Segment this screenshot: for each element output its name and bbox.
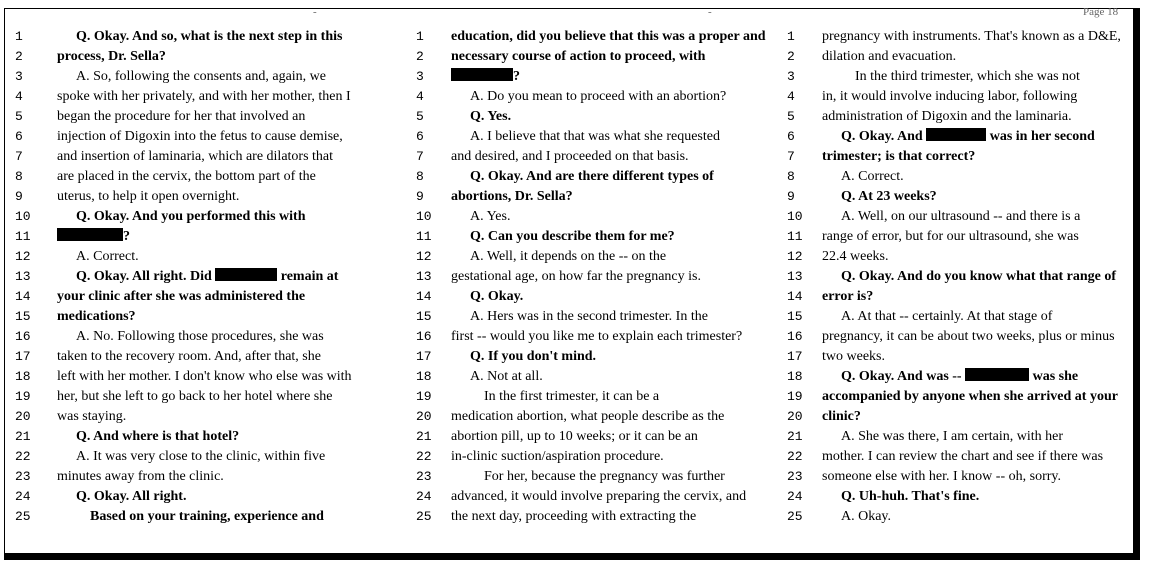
line-text [76, 427, 239, 447]
line-text [76, 67, 326, 87]
line-text [57, 127, 343, 147]
line-text [57, 87, 351, 107]
text-segment: A. I believe that that was what she requested [470, 129, 720, 144]
line-number: 8 [416, 169, 424, 184]
line-number: 11 [416, 229, 432, 244]
line-number: 17 [15, 349, 31, 364]
text-segment: Q. Okay. And you performed this with [76, 209, 306, 224]
line-number: 1 [416, 29, 424, 44]
line-text [57, 227, 130, 247]
line-number: 18 [416, 369, 432, 384]
text-segment: Q. Okay. And so, what is the next step in this [76, 29, 343, 44]
line-text [57, 107, 305, 127]
line-text [822, 87, 1077, 107]
line-text [470, 87, 726, 107]
line-text [841, 367, 1078, 387]
line-text [76, 327, 324, 347]
line-text [470, 107, 511, 127]
line-text [841, 167, 904, 187]
text-segment: taken to the recovery room. And, after that, she [57, 349, 321, 364]
line-number: 23 [416, 469, 432, 484]
text-segment: trimester; is that correct? [822, 149, 976, 164]
line-text [841, 507, 891, 527]
line-text [484, 387, 659, 407]
line-number: 15 [416, 309, 432, 324]
text-segment: range of error, but for our ultrasound, she was [822, 229, 1079, 244]
text-segment: ? [513, 69, 520, 84]
line-text [76, 247, 139, 267]
line-number: 23 [787, 469, 803, 484]
line-number: 9 [416, 189, 424, 204]
line-text [90, 507, 324, 527]
line-text [76, 207, 305, 227]
line-number: 6 [15, 129, 23, 144]
line-number: 7 [416, 149, 424, 164]
line-number: 16 [787, 329, 803, 344]
text-segment: left with her mother. I don't know who else was with [57, 369, 352, 384]
redaction-block [965, 368, 1029, 381]
line-number: 2 [416, 49, 424, 64]
line-number: 22 [416, 449, 432, 464]
line-number: 24 [416, 489, 432, 504]
redaction-block [926, 128, 986, 141]
text-segment: your clinic after she was administered the [57, 289, 306, 304]
line-text [451, 327, 742, 347]
text-segment: ? [123, 229, 130, 244]
line-number: 19 [787, 389, 803, 404]
line-text [822, 227, 1079, 247]
text-segment: was in her second [986, 129, 1095, 144]
line-number: 18 [787, 369, 803, 384]
line-number: 25 [15, 509, 31, 524]
line-number: 10 [787, 209, 803, 224]
line-number: 7 [15, 149, 23, 164]
line-number: 11 [15, 229, 31, 244]
line-text [57, 167, 316, 187]
line-number: 21 [15, 429, 31, 444]
text-segment: error is? [822, 289, 874, 304]
text-segment: are placed in the cervix, the bottom part of the [57, 169, 316, 184]
line-number: 25 [416, 509, 432, 524]
text-segment: abortion pill, up to 10 weeks; or it can be an [451, 429, 698, 444]
text-segment: administration of Digoxin and the laminaria. [822, 109, 1072, 124]
text-segment: Q. Okay. All right. Did [76, 269, 216, 284]
line-text [484, 467, 725, 487]
line-number: 21 [416, 429, 432, 444]
line-text [76, 267, 338, 287]
text-segment: Q. Okay. And are there different types of [470, 169, 714, 184]
text-segment: someone else with her. I know -- oh, sorry. [822, 469, 1061, 484]
line-number: 3 [787, 69, 795, 84]
line-number: 5 [15, 109, 23, 124]
line-number: 15 [787, 309, 803, 324]
text-segment: For her, because the pregnancy was further [484, 469, 725, 484]
line-number: 17 [416, 349, 432, 364]
line-text [822, 347, 885, 367]
redaction-block [57, 228, 123, 241]
text-segment: spoke with her privately, and with her mother, then I [57, 89, 351, 104]
text-segment: Q. Can you describe them for me? [470, 229, 675, 244]
text-segment: Q. Okay. [470, 289, 524, 304]
line-text [57, 407, 126, 427]
line-text [822, 287, 873, 307]
line-text [822, 447, 1103, 467]
line-text [822, 387, 1118, 407]
text-segment: In the third trimester, which she was not [855, 69, 1080, 84]
line-number: 16 [416, 329, 432, 344]
line-number: 19 [416, 389, 432, 404]
text-segment: A. Correct. [76, 249, 139, 264]
text-segment: Q. Okay. All right. [76, 489, 187, 504]
line-number: 3 [15, 69, 23, 84]
line-text [451, 487, 746, 507]
text-segment: minutes away from the clinic. [57, 469, 224, 484]
text-segment: In the first trimester, it can be a [484, 389, 660, 404]
text-segment: Q. Okay. And do you know what that range of [841, 269, 1117, 284]
text-segment: A. No. Following those procedures, she was [76, 329, 324, 344]
line-number: 1 [15, 29, 23, 44]
text-segment: and desired, and I proceeded on that basis. [451, 149, 689, 164]
line-text [822, 327, 1115, 347]
text-segment: medications? [57, 309, 136, 324]
line-number: 9 [15, 189, 23, 204]
line-text [57, 187, 239, 207]
line-text [57, 307, 136, 327]
text-segment: was she [1029, 369, 1079, 384]
text-segment: Q. Uh-huh. That's fine. [841, 489, 980, 504]
line-number: 2 [787, 49, 795, 64]
text-segment: A. Hers was in the second trimester. In the [470, 309, 708, 324]
line-text [451, 507, 696, 527]
line-text [57, 367, 352, 387]
text-segment: process, Dr. Sella? [57, 49, 166, 64]
text-segment: and insertion of laminaria, which are dilators that [57, 149, 334, 164]
text-segment: medication abortion, what people describe as the [451, 409, 725, 424]
line-text [451, 267, 701, 287]
text-segment: necessary course of action to proceed, with [451, 49, 706, 64]
line-text [822, 247, 889, 267]
line-number: 4 [15, 89, 23, 104]
line-number: 13 [787, 269, 803, 284]
line-number: 6 [787, 129, 795, 144]
line-text [470, 347, 596, 367]
line-text [841, 307, 1052, 327]
text-segment: uterus, to help it open overnight. [57, 189, 240, 204]
header-fragment: - [708, 6, 712, 18]
text-segment: Q. Okay. And was -- [841, 369, 966, 384]
line-number: 5 [787, 109, 795, 124]
line-number: 5 [416, 109, 424, 124]
line-number: 19 [15, 389, 31, 404]
line-number: 2 [15, 49, 23, 64]
line-number: 20 [787, 409, 803, 424]
line-number: 22 [15, 449, 31, 464]
text-segment: the next day, proceeding with extracting the [451, 509, 697, 524]
line-text [841, 207, 1080, 227]
text-segment: A. It was very close to the clinic, within five [76, 449, 326, 464]
text-segment: Q. Okay. And [841, 129, 927, 144]
line-number: 6 [416, 129, 424, 144]
text-segment: advanced, it would involve preparing the cervix, and [451, 489, 747, 504]
text-segment: education, did you believe that this was a proper and [451, 29, 766, 44]
line-number: 13 [15, 269, 31, 284]
line-text [822, 147, 975, 167]
line-text [451, 407, 724, 427]
line-text [841, 487, 979, 507]
line-text [470, 167, 714, 187]
text-segment: remain at [277, 269, 339, 284]
line-number: 20 [416, 409, 432, 424]
line-number: 14 [15, 289, 31, 304]
line-number: 17 [787, 349, 803, 364]
line-text [451, 447, 664, 467]
text-segment: A. Not at all. [470, 369, 543, 384]
line-number: 12 [787, 249, 803, 264]
line-text [451, 427, 698, 447]
line-text [76, 27, 342, 47]
text-segment: abortions, Dr. Sella? [451, 189, 573, 204]
line-text [76, 487, 186, 507]
line-number: 22 [787, 449, 803, 464]
line-number: 21 [787, 429, 803, 444]
line-number: 24 [787, 489, 803, 504]
line-text [451, 27, 766, 47]
text-segment: A. Okay. [841, 509, 892, 524]
text-segment: A. She was there, I am certain, with her [841, 429, 1063, 444]
line-text [470, 207, 510, 227]
line-text [57, 387, 332, 407]
line-text [822, 27, 1121, 47]
line-text [76, 447, 325, 467]
line-number: 8 [787, 169, 795, 184]
line-text [470, 127, 720, 147]
line-number: 25 [787, 509, 803, 524]
line-number: 24 [15, 489, 31, 504]
line-text [822, 467, 1061, 487]
line-text [470, 367, 543, 387]
text-segment: clinic? [822, 409, 861, 424]
line-number: 7 [787, 149, 795, 164]
redaction-block [215, 268, 277, 281]
line-number: 1 [787, 29, 795, 44]
text-segment: accompanied by anyone when she arrived at your [822, 389, 1118, 404]
text-segment: injection of Digoxin into the fetus to cause demise, [57, 129, 343, 144]
line-number: 10 [416, 209, 432, 224]
line-number: 10 [15, 209, 31, 224]
line-text [470, 287, 523, 307]
line-number: 20 [15, 409, 31, 424]
text-segment: A. So, following the consents and, again, we [76, 69, 327, 84]
line-number: 12 [15, 249, 31, 264]
line-text [451, 187, 573, 207]
text-segment: Q. And where is that hotel? [76, 429, 240, 444]
text-segment: Q. If you don't mind. [470, 349, 597, 364]
text-segment: in-clinic suction/aspiration procedure. [451, 449, 664, 464]
line-text [822, 407, 861, 427]
line-text [822, 107, 1072, 127]
line-text [451, 47, 705, 67]
text-segment: pregnancy with instruments. That's known as a D&E, [822, 29, 1121, 44]
line-text [451, 147, 689, 167]
line-text [841, 267, 1116, 287]
line-text [841, 427, 1063, 447]
text-segment: dilation and evacuation. [822, 49, 957, 64]
text-segment: A. Well, it depends on the -- on the [470, 249, 667, 264]
line-number: 16 [15, 329, 31, 344]
line-number: 15 [15, 309, 31, 324]
text-segment: began the procedure for her that involved an [57, 109, 306, 124]
line-text [57, 467, 224, 487]
text-segment: her, but she left to go back to her hotel where she [57, 389, 333, 404]
text-segment: mother. I can review the chart and see if there was [822, 449, 1104, 464]
line-number: 12 [416, 249, 432, 264]
line-number: 13 [416, 269, 432, 284]
line-text [841, 187, 937, 207]
line-number: 14 [416, 289, 432, 304]
text-segment: 22.4 weeks. [822, 249, 889, 264]
line-text [451, 67, 520, 87]
text-segment: A. Yes. [470, 209, 511, 224]
line-number: 14 [787, 289, 803, 304]
text-segment: was staying. [57, 409, 127, 424]
line-text [57, 47, 166, 67]
line-text [57, 287, 305, 307]
text-segment: A. At that -- certainly. At that stage of [841, 309, 1053, 324]
line-text [470, 227, 675, 247]
line-number: 3 [416, 69, 424, 84]
line-text [57, 147, 333, 167]
line-number: 8 [15, 169, 23, 184]
line-number: 11 [787, 229, 803, 244]
text-segment: A. Well, on our ultrasound -- and there is a [841, 209, 1081, 224]
line-text [57, 347, 321, 367]
header-page-label: Page 18 [1083, 6, 1119, 18]
text-segment: A. Correct. [841, 169, 904, 184]
text-segment: Based on your training, experience and [90, 509, 324, 524]
text-segment: Q. At 23 weeks? [841, 189, 937, 204]
text-segment: two weeks. [822, 349, 885, 364]
line-number: 23 [15, 469, 31, 484]
text-segment: pregnancy, it can be about two weeks, plus or minus [822, 329, 1115, 344]
text-segment: first -- would you like me to explain each trimester? [451, 329, 743, 344]
redaction-block [451, 68, 513, 81]
text-segment: A. Do you mean to proceed with an abortion? [470, 89, 727, 104]
line-text [470, 247, 666, 267]
transcript-frame [4, 8, 1140, 560]
line-number: 4 [416, 89, 424, 104]
line-number: 4 [787, 89, 795, 104]
line-text [822, 47, 956, 67]
text-segment: gestational age, on how far the pregnancy is. [451, 269, 701, 284]
line-text [470, 307, 708, 327]
line-text [855, 67, 1080, 87]
line-number: 9 [787, 189, 795, 204]
text-segment: in, it would involve inducing labor, following [822, 89, 1078, 104]
text-segment: Q. Yes. [470, 109, 512, 124]
header-fragment: - [313, 6, 317, 18]
line-number: 18 [15, 369, 31, 384]
line-text [841, 127, 1095, 147]
